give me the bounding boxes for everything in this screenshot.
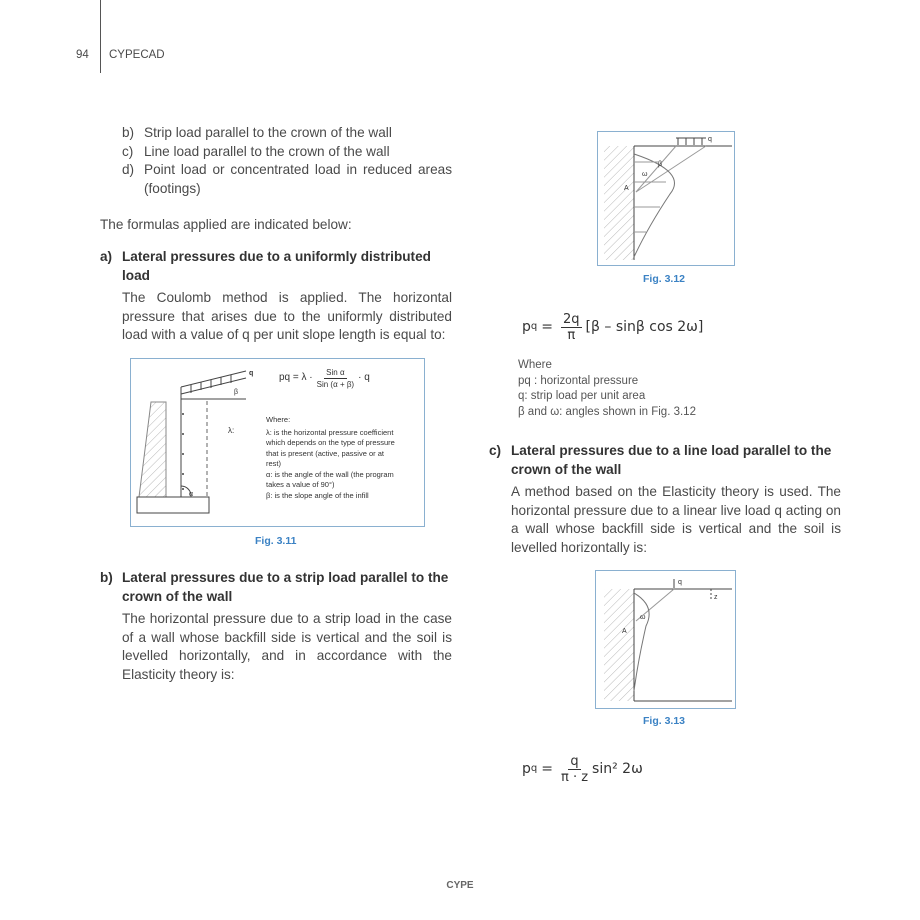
figure-3-12	[597, 131, 735, 266]
section-title: Lateral pressures due to a strip load parallel to the crown of the wall	[122, 570, 449, 604]
section-label: b)	[100, 570, 113, 585]
section-heading	[100, 248, 452, 285]
load-type-list	[122, 124, 452, 198]
legend-line: β and ω: angles shown in Fig. 3.12	[518, 405, 696, 418]
section-heading	[489, 442, 841, 479]
section-label: a)	[100, 249, 113, 264]
list-item	[122, 143, 452, 162]
z-label: z	[714, 594, 718, 601]
section-body: A method based on the Elasticity theory is used. The horizontal pressure due to a linear live load q acting on a wall whose backfill side is vertical and the soil is levelled horizontally is:	[511, 484, 841, 555]
section-label: c)	[489, 443, 502, 458]
figure-caption: Fig. 3.12	[643, 273, 686, 285]
lambda-label: λ:	[228, 426, 235, 435]
legend-line: that is present (active, passive or at	[266, 448, 384, 458]
line-load-diagram	[596, 571, 735, 708]
formula-rhs: sin² 2ω	[592, 761, 643, 778]
formula-subscript: q	[530, 763, 538, 775]
legend-line: rest)	[266, 459, 281, 468]
footer-brand: CYPE	[446, 880, 474, 891]
q-label: q	[249, 370, 254, 377]
section-title: Lateral pressures due to a line load parallel to the crown of the wall	[511, 443, 832, 477]
legend-line: Where	[518, 359, 552, 371]
list-item	[122, 124, 452, 143]
strip-load-diagram	[598, 132, 734, 265]
omega-label: ω	[640, 614, 646, 621]
section-body: The horizontal pressure due to a strip load in the case of a wall whose backfill side is vertical and the soil is levelled horizontally, and in accordance with the Elasticity theory is:	[122, 611, 452, 682]
section-title: Lateral pressures due to a uniformly distributed load	[122, 249, 431, 283]
formula-rhs: [β – sinβ cos 2ω]	[585, 319, 704, 336]
figure-caption: Fig. 3.13	[643, 715, 686, 727]
list-item	[122, 161, 452, 198]
list-label: d)	[122, 162, 135, 177]
point-a-label: A	[624, 185, 629, 192]
section-c	[489, 442, 841, 557]
list-label: b)	[122, 125, 135, 140]
fig-3-11-legend	[266, 415, 395, 501]
running-title: CYPECAD	[109, 49, 165, 61]
list-text: Point load or concentrated load in reduced areas (footings)	[144, 162, 452, 196]
intro-text: The formulas applied are indicated below:	[100, 217, 352, 232]
legend-line: pq : horizontal pressure	[518, 374, 639, 387]
legend-line: Where:	[266, 415, 291, 424]
point-a-label: A	[622, 628, 627, 635]
header-divider	[100, 0, 101, 73]
alpha-label: α	[189, 491, 194, 498]
formula-numerator: Sin α	[326, 368, 345, 377]
page-number: 94	[76, 49, 89, 61]
legend-line: α: is the angle of the wall (the program	[266, 469, 394, 479]
section-b	[100, 569, 452, 684]
list-label: c)	[122, 143, 134, 159]
formula-denominator: π · z	[560, 770, 589, 785]
strip-load-formula	[522, 312, 703, 343]
section-heading	[100, 569, 452, 606]
formula-1-legend	[518, 358, 696, 420]
q-label: q	[678, 579, 682, 586]
line-load-formula	[522, 754, 643, 785]
q-label: q	[708, 136, 712, 143]
section-a	[100, 248, 452, 345]
omega-label: ω	[642, 171, 648, 178]
formula-numerator: 2q	[562, 312, 580, 327]
legend-line: β: is the slope angle of the infill	[266, 490, 369, 500]
formula-rhs: · q	[358, 372, 370, 384]
formula-lhs: p	[522, 319, 531, 336]
legend-line: q: strip load per unit area	[518, 390, 646, 402]
formula-equals: =	[541, 761, 553, 778]
list-text: Line load parallel to the crown of the wall	[144, 143, 390, 159]
legend-line: takes a value of 90°)	[266, 480, 335, 489]
section-body: The Coulomb method is applied. The horizontal pressure that arises due to the uniformly distributed load with a value of q per unit slope length is equal to:	[122, 290, 452, 342]
formula-equals: =	[541, 319, 553, 336]
coulomb-formula	[279, 367, 370, 390]
figure-3-11	[130, 358, 425, 527]
figure-3-13	[595, 570, 736, 709]
formula-subscript: q	[530, 321, 538, 333]
beta-label: β	[658, 161, 663, 168]
figure-caption: Fig. 3.11	[255, 535, 297, 547]
formula-numerator: q	[570, 754, 579, 769]
formula-lhs: pq = λ ·	[279, 372, 313, 384]
legend-line: which depends on the type of pressure	[266, 438, 395, 447]
legend-line: λ: is the horizontal pressure coefficient	[266, 427, 394, 437]
beta-label: β	[234, 389, 239, 396]
formula-denominator: Sin (α + β)	[316, 380, 355, 389]
list-text: Strip load parallel to the crown of the wall	[144, 125, 392, 140]
formula-lhs: p	[522, 761, 531, 778]
formula-denominator: π	[567, 328, 576, 343]
